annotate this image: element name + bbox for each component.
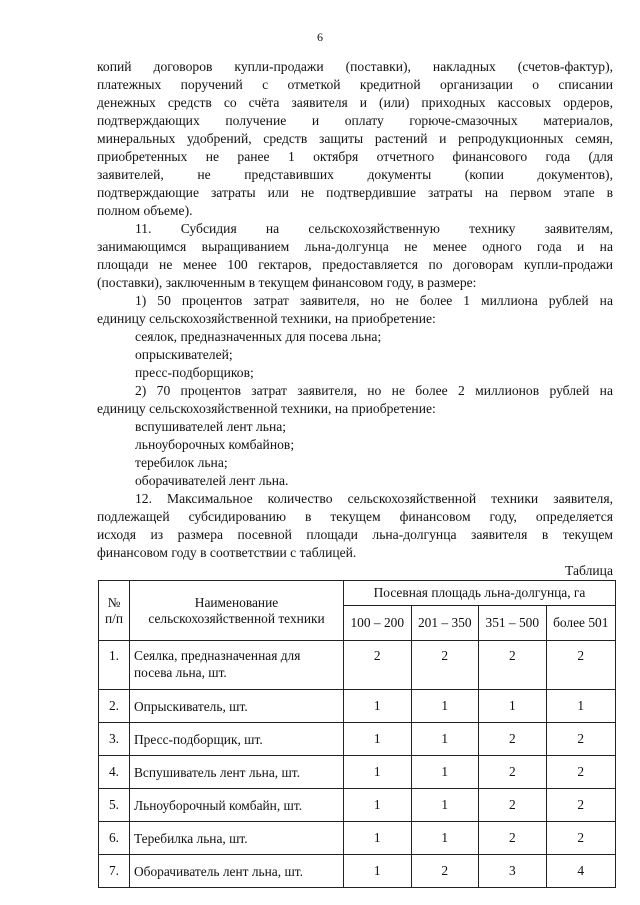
row-value: 2 [411,641,479,690]
row-name: Пресс-подборщик, шт. [130,723,344,756]
header-range: 100 – 200 [344,606,412,641]
row-name: Льноуборочный комбайн, шт. [130,789,344,822]
list-item: вспушивателей лент льна; [135,419,287,434]
text-line: 1) 50 процентов затрат заявителя, но не более 1 миллиона рублей на [135,293,613,308]
row-value: 2 [344,641,412,690]
row-value: 1 [344,855,412,888]
row-value: 2 [479,822,547,855]
row-num: 2. [99,690,130,723]
paragraph-documents [97,58,613,220]
row-value: 1 [344,789,412,822]
subitem-1 [97,292,613,328]
row-num: 3. [99,723,130,756]
text-line: денежных средств со счёта заявителя и (или) приходных кассовых ордеров, [97,95,613,110]
equipment-list-1 [97,328,613,382]
row-value: 1 [344,822,412,855]
row-name: Оборачиватель лент льна, шт. [130,855,344,888]
table-row [99,723,616,756]
text-line: 12. Максимальное количество сельскохозяйственной техники заявителя, [135,491,613,506]
list-item: сеялок, предназначенных для посева льна; [135,329,382,344]
row-value: 2 [546,756,615,789]
row-value: 2 [546,822,615,855]
row-value: 1 [411,822,479,855]
list-item: опрыскивателей; [135,347,233,362]
list-item: пресс-подборщиков; [135,365,254,380]
row-num: 4. [99,756,130,789]
header-range: 351 – 500 [479,606,547,641]
header-range: 201 – 350 [411,606,479,641]
text-line: площади не менее 100 гектаров, предоставляется по договорам купли-продажи [97,257,613,272]
row-num: 5. [99,789,130,822]
page-number: 6 [317,30,323,44]
row-value: 1 [546,690,615,723]
header-area-group: Посевная площадь льна-долгунца, га [344,581,616,606]
row-value: 2 [546,789,615,822]
table-row [99,789,616,822]
document-body [97,58,613,888]
row-value: 2 [479,756,547,789]
row-value: 2 [546,641,615,690]
text-line: 2) 70 процентов затрат заявителя, но не более 2 миллионов рублей на [135,383,613,398]
paragraph-item-12 [97,490,613,562]
header-num: № п/п [99,581,130,641]
header-range: более 501 [546,606,615,641]
table-row [99,822,616,855]
row-value: 1 [411,756,479,789]
table-caption: Таблица [565,563,613,578]
text-line: (поставки), заключенным в текущем финансовом году, в размере: [97,275,477,290]
text-line: полном объеме). [97,203,193,218]
text-line: единицу сельскохозяйственной техники, на приобретение: [97,311,436,326]
text-line: приобретенных не ранее 1 октября отчетного финансового года (для [97,149,613,164]
equipment-list-2 [97,418,613,490]
row-value: 2 [479,789,547,822]
text-line: исходя из размера посевной площади льна-долгунца заявителя в текущем [97,527,613,542]
text-line: подтверждающие затраты или не подтвердившие затраты на первом этапе в [97,185,613,200]
row-name: Вспушиватель лент льна, шт. [130,756,344,789]
row-value: 4 [546,855,615,888]
list-item: льноуборочных комбайнов; [135,437,295,452]
row-value: 2 [546,723,615,756]
list-item: оборачивателей лент льна. [135,473,289,488]
equipment-quota-table [98,580,616,888]
text-line: копий договоров купли-продажи (поставки), накладных (счетов-фактур), [97,59,613,74]
text-line: финансовом году в соответствии с таблицей. [97,545,357,560]
row-num: 1. [99,641,130,690]
list-item: теребилок льна; [135,455,228,470]
table-row [99,690,616,723]
row-value: 1 [344,756,412,789]
text-line: занимающимся выращиванием льна-долгунца не менее одного года и на [97,239,613,254]
text-line: заявителей, не представивших документы (копии документов), [97,167,613,182]
row-value: 1 [344,690,412,723]
text-line: платежных поручений с отметкой кредитной организации о списании [97,77,613,92]
row-num: 7. [99,855,130,888]
text-line: 11. Субсидия на сельскохозяйственную технику заявителям, [135,221,613,236]
row-value: 3 [479,855,547,888]
paragraph-item-11 [97,220,613,292]
row-value: 1 [344,723,412,756]
table-row [99,641,616,690]
table-row [99,855,616,888]
row-value: 1 [479,690,547,723]
text-line: подтверждающих получение и оплату горюче-смазочных материалов, [97,113,613,128]
text-line: единицу сельскохозяйственной техники, на приобретение: [97,401,436,416]
table-row [99,756,616,789]
row-value: 1 [411,723,479,756]
text-line: подлежащей субсидированию в текущем финансовом году, определяется [97,509,613,524]
header-name: Наименование сельскохозяйственной техники [130,581,344,641]
row-name: Теребилка льна, шт. [130,822,344,855]
row-name: Опрыскиватель, шт. [130,690,344,723]
row-value: 1 [411,690,479,723]
row-value: 2 [479,641,547,690]
subitem-2 [97,382,613,418]
row-num: 6. [99,822,130,855]
text-line: минеральных удобрений, средств защиты растений и репродукционных семян, [97,131,613,146]
row-value: 2 [479,723,547,756]
row-value: 1 [411,789,479,822]
row-name: Сеялка, предназначенная для посева льна, шт. [130,641,344,690]
row-value: 2 [411,855,479,888]
